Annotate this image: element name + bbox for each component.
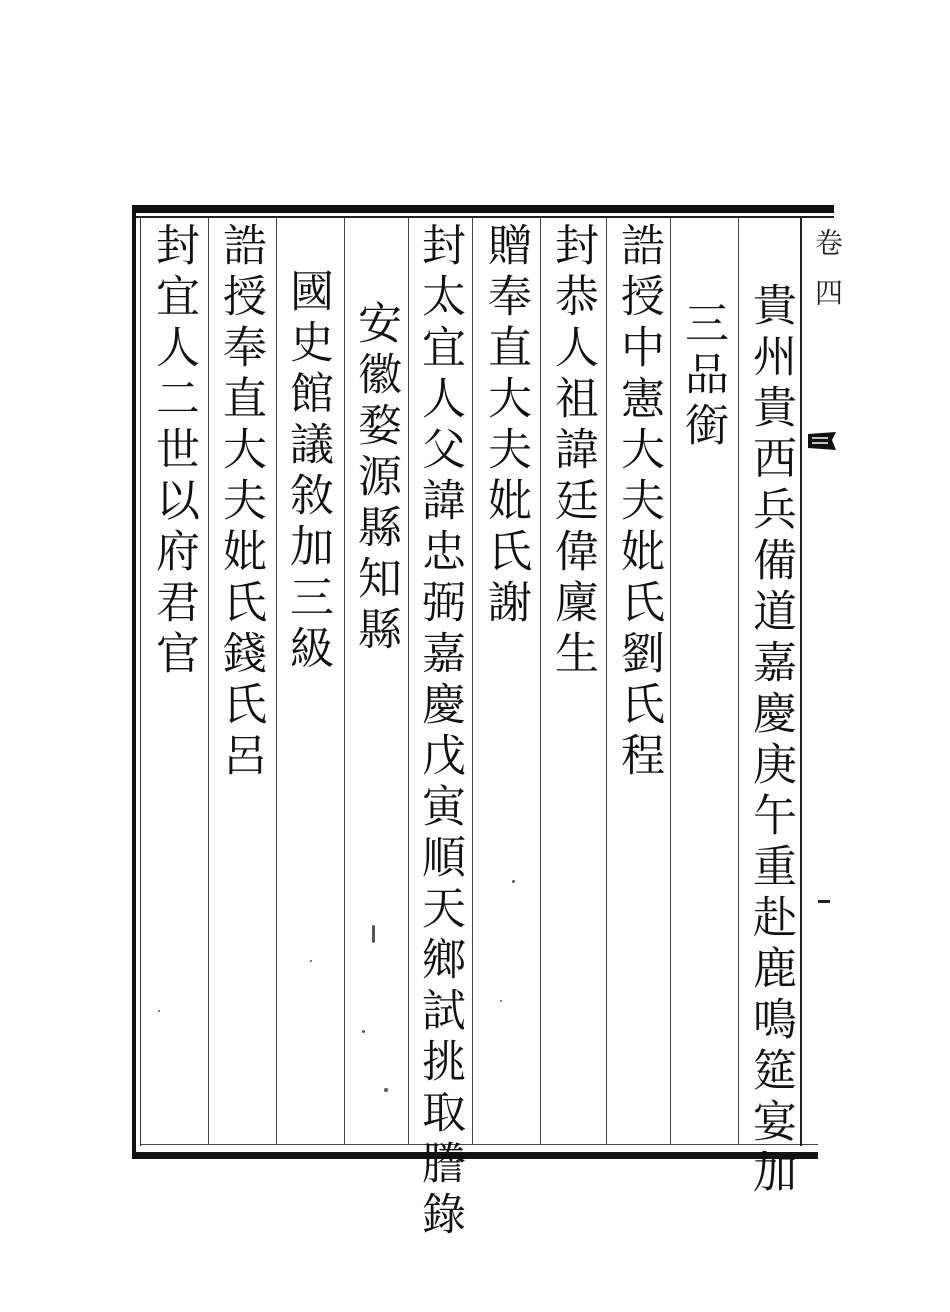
text-column-10: 封宜人二世以府君官	[148, 222, 199, 681]
column-divider	[208, 218, 209, 1144]
bottom-border-rule	[132, 1152, 818, 1159]
text-column-2: 三品銜	[677, 300, 728, 453]
bottom-inner-rule	[140, 1144, 818, 1145]
text-column-1: 貴州貴西兵備道嘉慶庚午重赴鹿鳴筵宴加	[745, 282, 796, 1200]
column-divider	[344, 218, 345, 1144]
column-divider	[276, 218, 277, 1144]
top-border-rule	[134, 205, 834, 213]
column-divider	[408, 218, 409, 1144]
fore-edge-margin	[806, 228, 846, 458]
text-column-9: 誥授奉直大夫妣氏錢氏呂	[215, 222, 266, 783]
scan-speck	[158, 1010, 160, 1012]
left-border-rule	[132, 205, 136, 1159]
scan-speck	[372, 925, 375, 943]
column-divider	[738, 218, 739, 1144]
text-column-8: 國史館議敘加三級	[282, 268, 333, 676]
scan-speck	[500, 1000, 502, 1002]
column-divider	[540, 218, 541, 1144]
column-divider	[472, 218, 473, 1144]
text-column-3: 誥授中憲大夫妣氏劉氏程	[613, 222, 664, 783]
edge-mark	[818, 900, 830, 903]
margin-label: 卷四	[811, 228, 844, 328]
text-column-6: 封太宜人父諱忠弼嘉慶戊寅順天鄉試挑取謄錄	[414, 222, 465, 1242]
column-divider	[670, 218, 671, 1144]
scan-speck	[362, 1030, 365, 1033]
fish-tail-icon	[806, 430, 838, 452]
text-column-7: 安徽婺源縣知縣	[350, 300, 401, 657]
scan-speck	[512, 880, 515, 883]
text-column-5: 贈奉直大夫妣氏謝	[480, 222, 531, 630]
scan-speck	[384, 1088, 388, 1092]
column-divider	[606, 218, 607, 1144]
right-border-rule	[800, 216, 802, 1146]
left-inner-rule	[140, 216, 141, 1146]
top-inner-rule	[134, 216, 834, 218]
scan-speck	[310, 960, 312, 962]
text-column-4: 封恭人祖諱廷偉廩生	[547, 222, 598, 681]
